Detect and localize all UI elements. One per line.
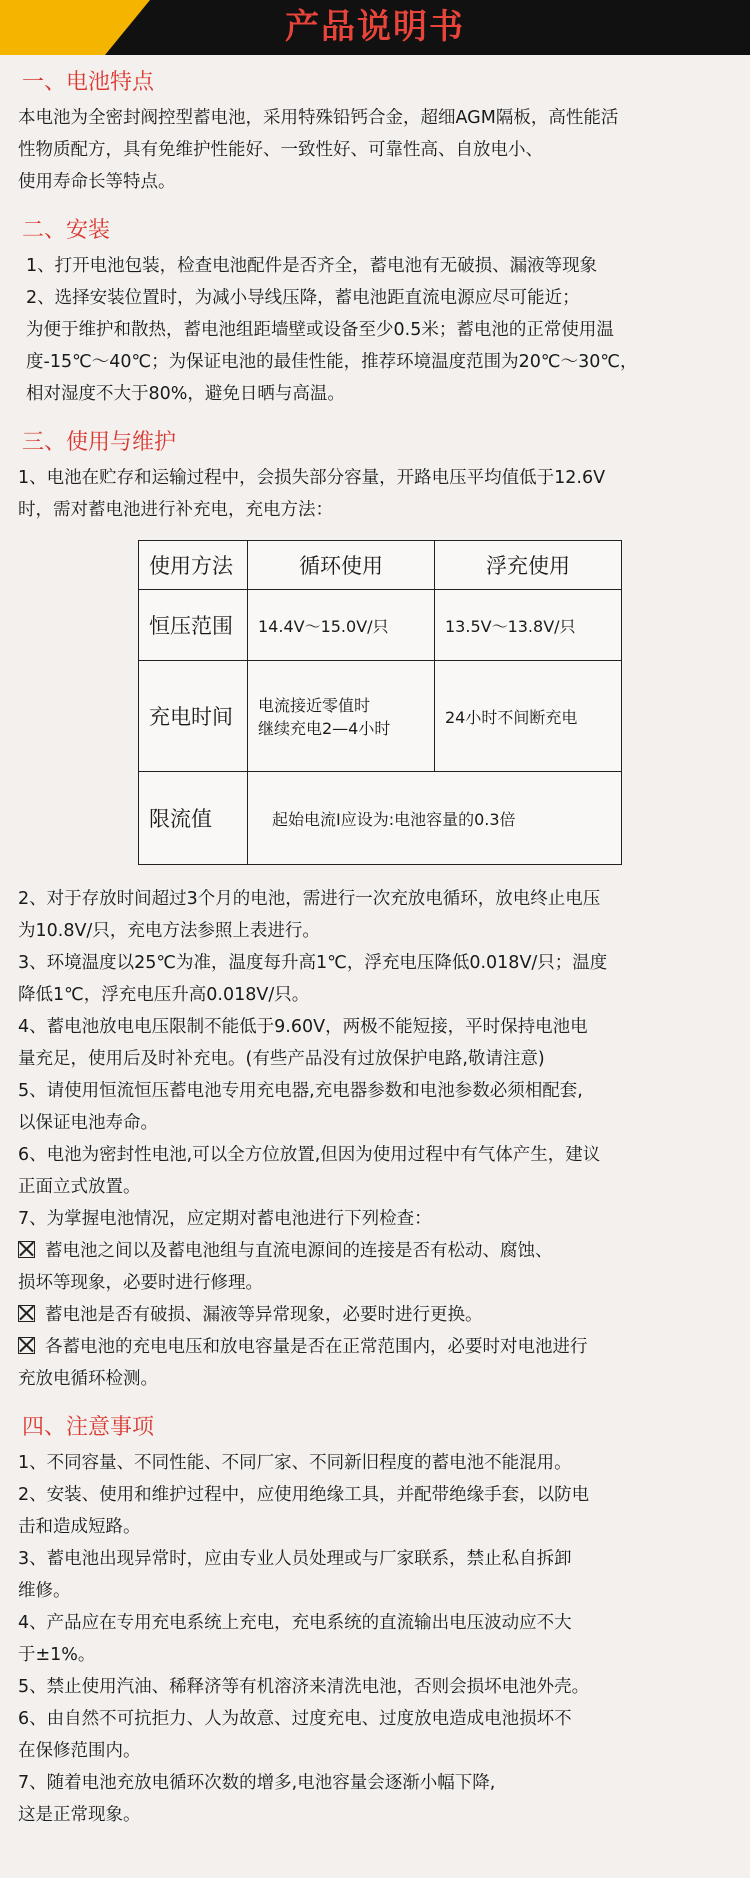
text-line: 正面立式放置。 xyxy=(18,1177,141,1197)
text-line: 4、蓄电池放电电压限制不能低于9.60V，两极不能短接，平时保持电池电 xyxy=(18,1017,588,1037)
check-item-text: 各蓄电池的充电电压和放电容量是否在正常范围内，必要时对电池进行 xyxy=(45,1337,588,1357)
table-header-cell: 循环使用 xyxy=(248,541,435,590)
table-cell: 14.4V～15.0V/只 xyxy=(248,590,435,661)
text-line: 度-15℃～40℃；为保证电池的最佳性能，推荐环境温度范围为20℃～30℃， xyxy=(26,352,638,372)
text-line: 2、对于存放时间超过3个月的电池，需进行一次充放电循环，放电终止电压 xyxy=(18,889,601,909)
text-line: 击和造成短路。 xyxy=(18,1517,141,1537)
text-line: 这是正常现象。 xyxy=(18,1805,141,1825)
table-row-label: 充电时间 xyxy=(139,661,248,772)
text-line: 量充足，使用后及时补充电。(有些产品没有过放保护电路,敬请注意) xyxy=(18,1049,545,1069)
section-title: 二、安装 xyxy=(22,218,111,243)
section-precautions xyxy=(18,1413,736,1831)
table-cell: 13.5V～13.8V/只 xyxy=(435,590,622,661)
table-cell: 起始电流I应设为:电池容量的0.3倍 xyxy=(248,772,622,865)
check-item-text: 蓄电池之间以及蓄电池组与直流电源间的连接是否有松动、腐蚀、 xyxy=(45,1241,553,1261)
text-line: 2、安装、使用和维护过程中，应使用绝缘工具，并配带绝缘手套，以防电 xyxy=(18,1485,590,1505)
header-bar xyxy=(0,0,750,55)
text-line: 4、产品应在专用充电系统上充电，充电系统的直流输出电压波动应不大 xyxy=(18,1613,572,1633)
check-item xyxy=(18,1331,736,1363)
text-line: 7、随着电池充放电循环次数的增多,电池容量会逐渐小幅下降, xyxy=(18,1773,496,1793)
text-line: 1、打开电池包装，检查电池配件是否齐全，蓄电池有无破损、漏液等现象 xyxy=(26,256,598,276)
table-header-cell: 浮充使用 xyxy=(435,541,622,590)
table-row-label: 恒压范围 xyxy=(139,590,248,661)
table-row-label: 限流值 xyxy=(139,772,248,865)
table-cell: 24小时不间断充电 xyxy=(435,661,622,772)
check-item-text: 蓄电池是否有破损、漏液等异常现象，必要时进行更换。 xyxy=(45,1305,483,1325)
table-cell xyxy=(248,661,435,772)
text-line: 6、由自然不可抗拒力、人为故意、过度充电、过度放电造成电池损坏不 xyxy=(18,1709,572,1729)
text-line: 性物质配方，具有免维护性能好、一致性好、可靠性高、自放电小、 xyxy=(18,140,543,160)
table-row xyxy=(139,661,622,772)
text-line: 6、电池为密封性电池,可以全方位放置,但因为使用过程中有气体产生，建议 xyxy=(18,1145,601,1165)
checkbox-crossed-icon xyxy=(18,1241,35,1258)
page-title: 产品说明书 xyxy=(285,7,465,47)
text-line: 5、禁止使用汽油、稀释济等有机溶济来清洗电池，否则会损坏电池外壳。 xyxy=(18,1677,590,1697)
section-installation xyxy=(18,216,736,410)
charging-spec-table xyxy=(138,540,622,865)
text-line: 5、请使用恒流恒压蓄电池专用充电器,充电器参数和电池参数必须相配套, xyxy=(18,1081,583,1101)
text-line: 使用寿命长等特点。 xyxy=(18,172,176,192)
text-line: 3、蓄电池出现异常时，应由专业人员处理或与厂家联系，禁止私自拆卸 xyxy=(18,1549,572,1569)
table-row xyxy=(139,541,622,590)
checkbox-crossed-icon xyxy=(18,1337,35,1354)
text-line: 本电池为全密封阀控型蓄电池，采用特殊铅钙合金，超细AGM隔板，高性能活 xyxy=(18,108,619,128)
text-line: 2、选择安装位置时，为减小导线压降，蓄电池距直流电源应尽可能近； xyxy=(26,288,580,308)
check-item xyxy=(18,1299,736,1331)
table-cell-line: 电流接近零值时 xyxy=(258,696,371,715)
text-line: 时，需对蓄电池进行补充电，充电方法： xyxy=(18,500,333,520)
text-line: 1、不同容量、不同性能、不同厂家、不同新旧程度的蓄电池不能混用。 xyxy=(18,1453,572,1473)
text-line: 充放电循环检测。 xyxy=(18,1369,158,1389)
table-header-cell: 使用方法 xyxy=(139,541,248,590)
text-line: 1、电池在贮存和运输过程中，会损失部分容量，开路电压平均值低于12.6V xyxy=(18,468,606,488)
text-line: 损坏等现象，必要时进行修理。 xyxy=(18,1273,263,1293)
section-features xyxy=(18,68,736,198)
section-title: 一、电池特点 xyxy=(22,70,155,95)
checkbox-crossed-icon xyxy=(18,1305,35,1322)
text-line: 降低1℃，浮充电压升高0.018V/只。 xyxy=(18,985,310,1005)
table-row xyxy=(139,772,622,865)
section-title: 三、使用与维护 xyxy=(22,430,177,455)
text-line: 于±1%。 xyxy=(18,1645,96,1665)
table-cell-line: 继续充电2—4小时 xyxy=(258,719,391,738)
table-row xyxy=(139,590,622,661)
text-line: 相对湿度不大于80%，避免日晒与高温。 xyxy=(26,384,345,404)
text-line: 为便于维护和散热，蓄电池组距墙壁或设备至少0.5米；蓄电池的正常使用温 xyxy=(26,320,614,340)
text-line: 为10.8V/只，充电方法参照上表进行。 xyxy=(18,921,320,941)
text-line: 以保证电池寿命。 xyxy=(18,1113,158,1133)
text-line: 维修。 xyxy=(18,1581,71,1601)
check-item xyxy=(18,1235,736,1267)
text-line: 在保修范围内。 xyxy=(18,1741,141,1761)
section-usage-maintenance xyxy=(18,428,736,1395)
text-line: 7、为掌握电池情况，应定期对蓄电池进行下列检查： xyxy=(18,1209,432,1229)
text-line: 3、环境温度以25℃为准，温度每升高1℃，浮充电压降低0.018V/只；温度 xyxy=(18,953,608,973)
section-title: 四、注意事项 xyxy=(22,1415,155,1440)
manual-body xyxy=(18,68,736,1849)
